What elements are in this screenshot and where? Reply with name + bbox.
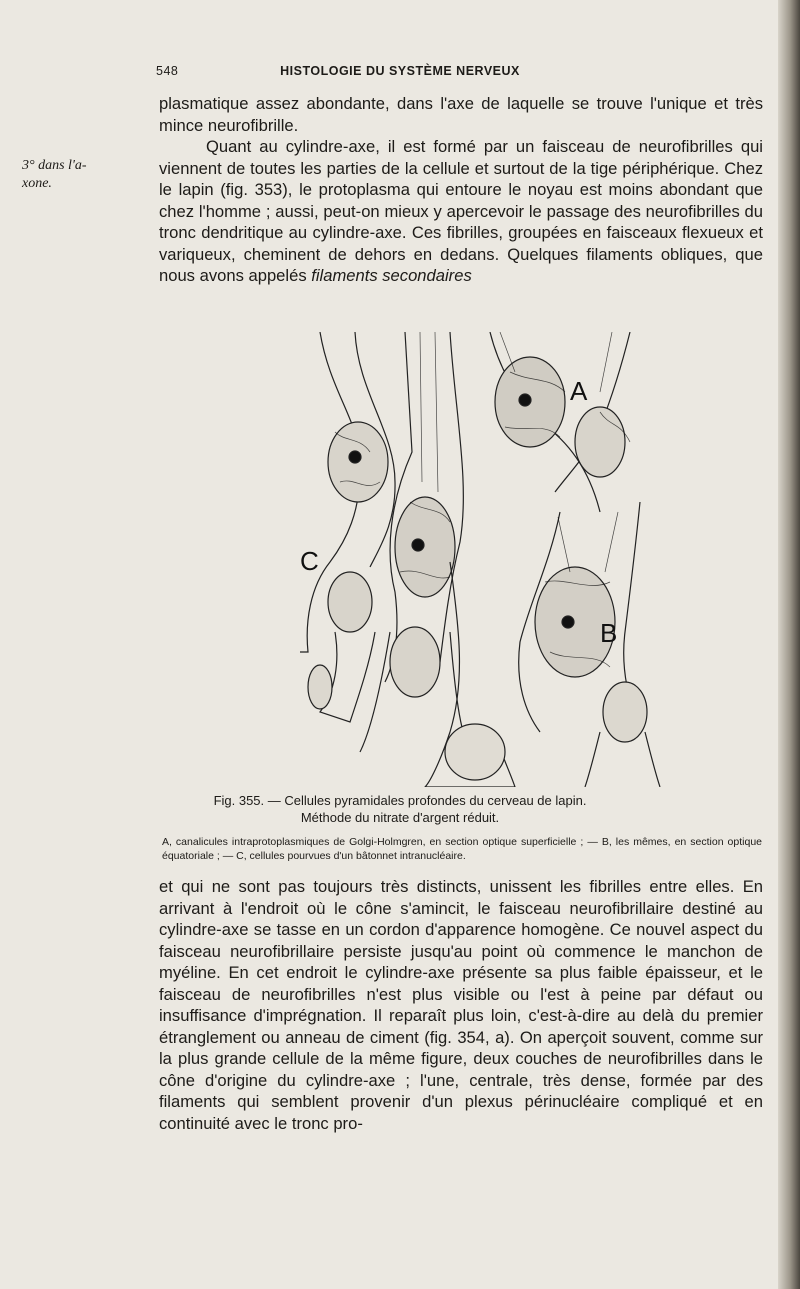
figure-label-a: A [570, 376, 588, 406]
paragraph-top-italic: filaments secondaires [311, 266, 472, 285]
cell-nucleus-b-2 [603, 682, 647, 742]
cell-outline-center-right [440, 332, 463, 662]
page-edge-shadow [778, 0, 800, 1289]
figure-legend: A, canalicules intraprotoplasmiques de Golgi-Holmgren, en section optique superficielle ; — B, les mêmes, en section optique équatoriale ; — C, cellules pourvues d'un bâtonnet intranucléaire. [162, 836, 762, 862]
cell-nucleus-2 [328, 572, 372, 632]
nucleolus-a [519, 394, 531, 406]
paragraph-top-main-text: Quant au cylindre-axe, il est formé par un faisceau de neurofibrilles qui viennent de toutes les parties de la cellule et surtout de la tige périphérique. Chez le lapin (fig. 353), le protoplasma qui entoure le noyau est moins abondant que chez l'homme ; aussi, peut-on mieux y apercevoir le passage des neurofibrilles du tronc dendritique au cylindre-axe. Ces fibrilles, groupées en faisceaux flexueux et variqueux, cheminent de dehors en dedans. Quelques filaments obliques, que nous avons appelés [159, 137, 763, 285]
paragraph-top [159, 93, 763, 287]
figure-caption-subtitle: Méthode du nitrate d'argent réduit. [300, 810, 500, 825]
paragraph-bottom [159, 876, 763, 1134]
cell-nucleus-3 [308, 665, 332, 709]
nucleolus-b [562, 616, 574, 628]
paragraph-top-main [159, 136, 763, 287]
nucleolus-1 [349, 451, 361, 463]
figure-caption [0, 792, 800, 826]
cell-nucleus-middle [445, 724, 505, 780]
margin-note-line-2: xone. [22, 176, 52, 191]
figure-label-b: B [600, 618, 618, 648]
figure-caption-title: Fig. 355. — Cellules pyramidales profondes du cerveau de lapin. [213, 793, 587, 808]
cell-nucleus-a-2 [575, 407, 625, 477]
page-number: 548 [156, 64, 179, 78]
figure-illustration [300, 332, 670, 787]
paragraph-bottom-text: et qui ne sont pas toujours très distincts, unissent les fibrilles entre elles. En arrivant à l'endroit où le cône s'amincit, le faisceau neurofibrillaire destiné au cylindre-axe se tasse en un cordon d'apparence homogène. Ce nouvel aspect du faisceau neurofibrillaire persiste jusqu'au point où commence le manchon de myéline. En cet endroit le cylindre-axe présente sa plus faible épaisseur, et le faisceau de neurofibrilles n'est plus visible ou l'est à peine par défaut ou insuffisance d'imprégnation. Il reparaît plus loin, c'est-à-dire au delà du premier étranglement ou anneau de ciment (fig. 354, a). On aperçoit souvent, comme sur la plus grande cellule de la même figure, deux couches de neurofibrilles dans le cône d'origine du cylindre-axe ; l'une, centrale, très dense, formée par des filaments qui semblent provenir d'un plexus périnucléaire compliqué et en continuité avec le tronc pro- [159, 877, 763, 1133]
margin-note [22, 157, 132, 193]
figure-label-c: C [300, 546, 319, 576]
paragraph-top-continuation: plasmatique assez abondante, dans l'axe de laquelle se trouve l'unique et très mince neurofibrille. [159, 94, 763, 135]
running-title: HISTOLOGIE DU SYSTÈME NERVEUX [280, 64, 520, 78]
cell-nucleus-center [395, 497, 455, 597]
cell-nucleus-center-2 [390, 627, 440, 697]
nucleolus-center [412, 539, 424, 551]
margin-note-line-1: 3° dans l'a- [22, 158, 87, 173]
